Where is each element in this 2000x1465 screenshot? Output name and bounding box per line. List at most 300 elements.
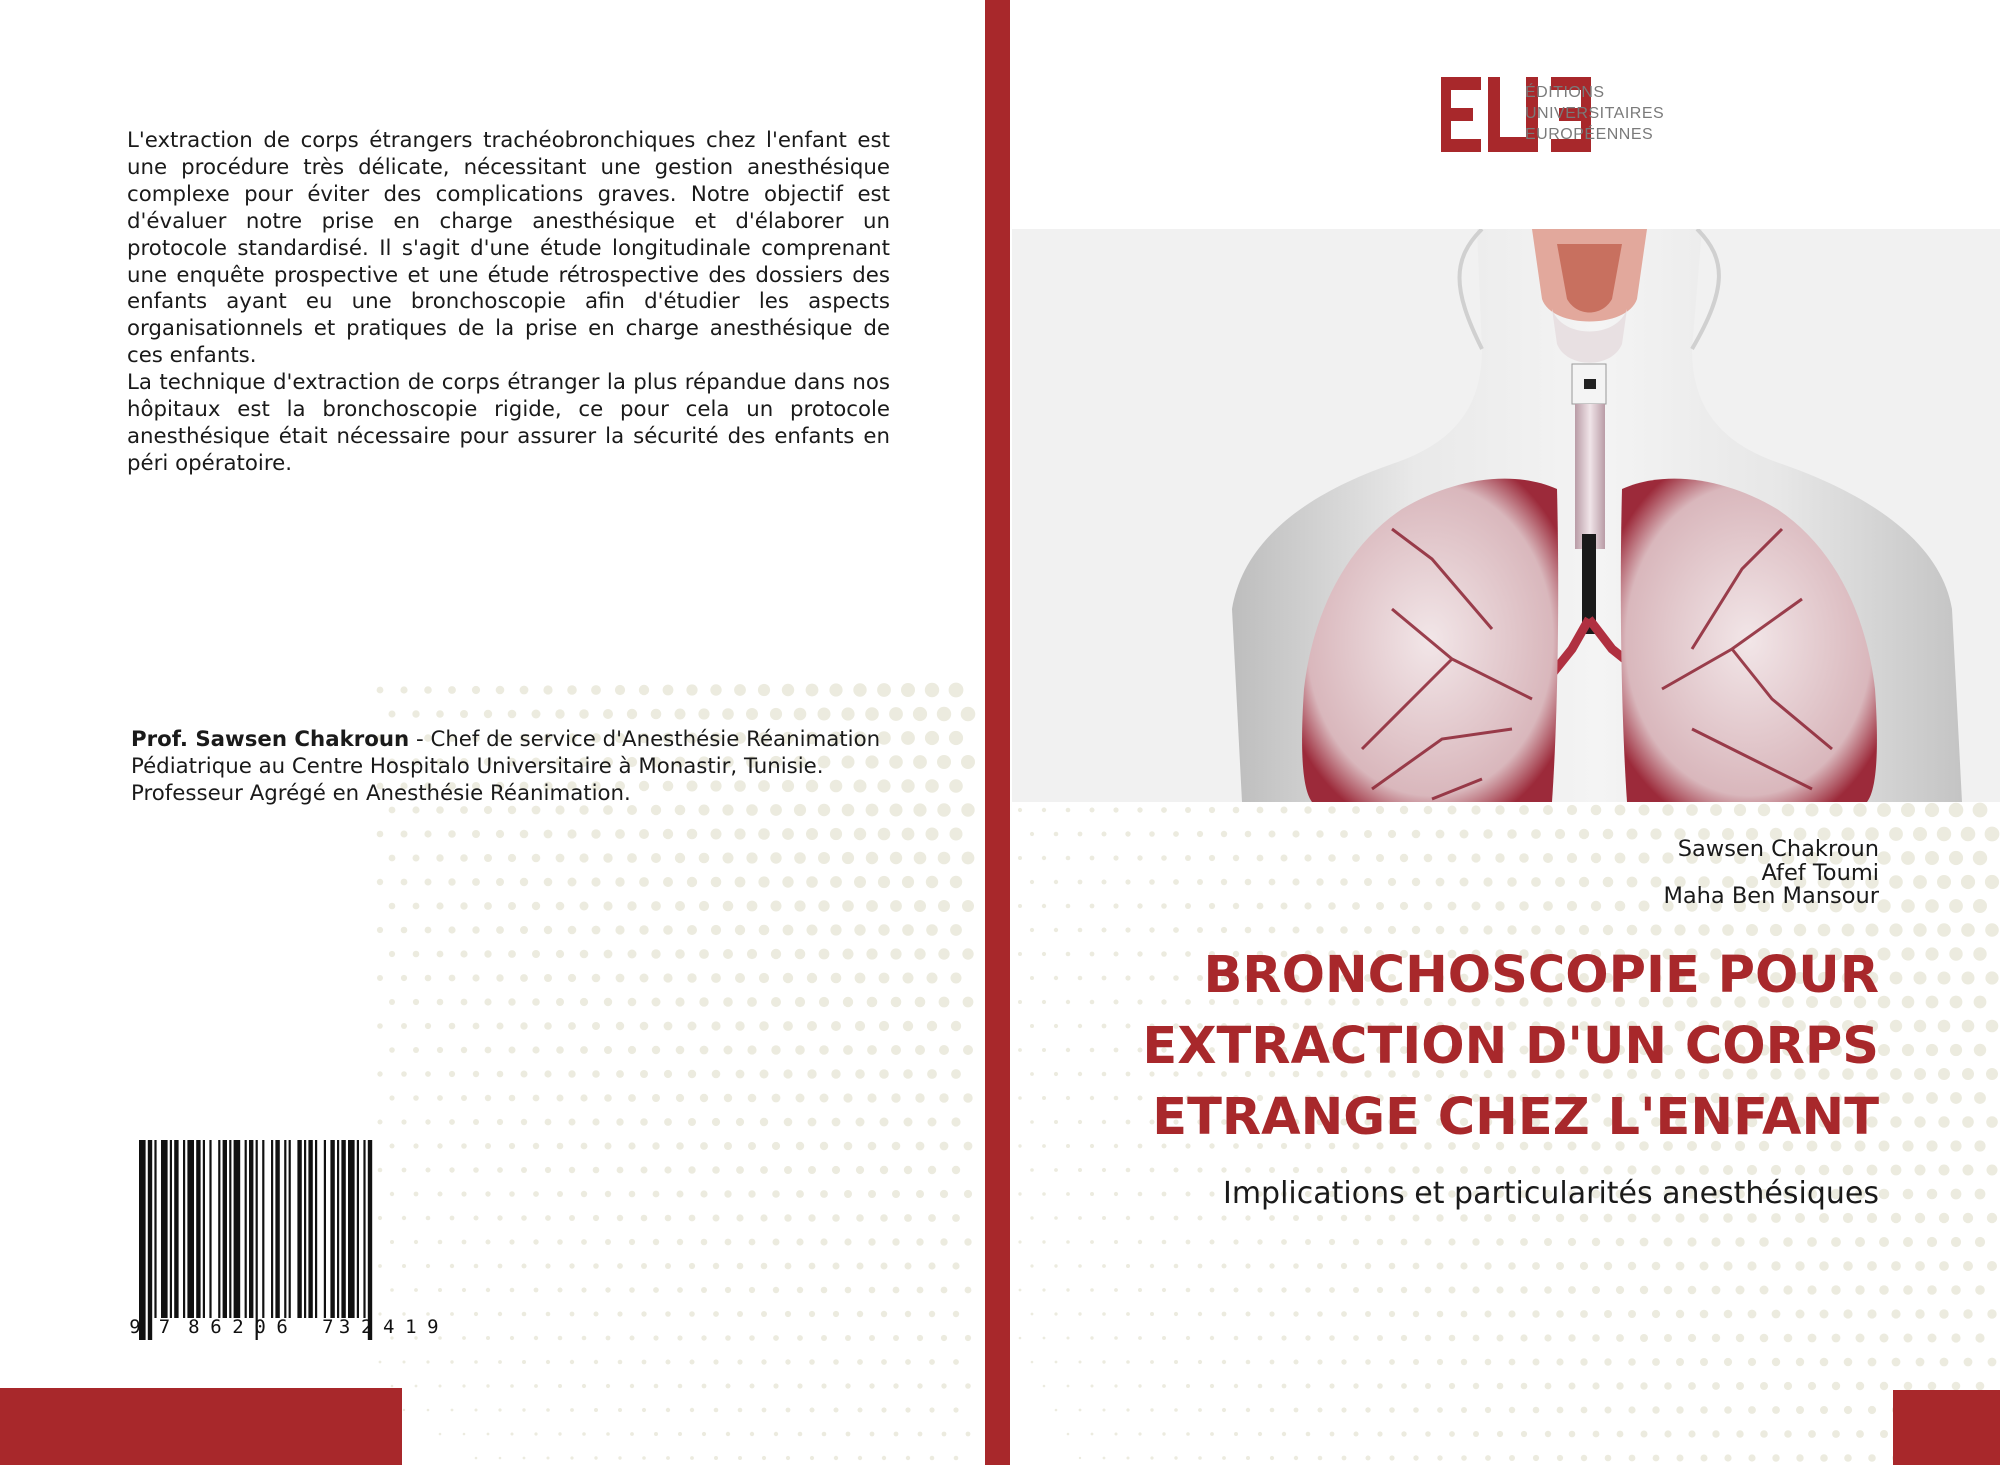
halftone-dot	[710, 684, 721, 695]
halftone-dot	[1890, 1068, 1902, 1080]
halftone-dot	[857, 1311, 863, 1317]
halftone-dot	[1844, 1358, 1853, 1367]
halftone-dot	[1114, 1096, 1119, 1101]
halftone-dot	[1043, 1337, 1046, 1340]
halftone-dot	[1903, 1237, 1913, 1247]
halftone-dot	[1603, 829, 1614, 840]
halftone-dot	[856, 1166, 864, 1174]
halftone-dot	[1532, 1166, 1540, 1174]
halftone-dot	[1138, 1336, 1142, 1340]
halftone-dot	[821, 1383, 826, 1388]
halftone-dot	[391, 1385, 394, 1388]
halftone-dot	[628, 998, 637, 1007]
barcode-bar	[183, 1140, 185, 1318]
halftone-dot	[890, 852, 902, 864]
halftone-dot	[1495, 901, 1504, 910]
halftone-dot	[1904, 1382, 1913, 1391]
halftone-dot	[484, 854, 492, 862]
halftone-dot	[1365, 1311, 1371, 1317]
halftone-dot	[880, 1214, 888, 1222]
halftone-dot	[1031, 1361, 1034, 1364]
halftone-dot	[1901, 899, 1915, 913]
halftone-dot	[1877, 851, 1891, 865]
isbn-digit: 0	[254, 1316, 266, 1338]
halftone-dot	[413, 1095, 419, 1101]
halftone-dot	[1926, 1092, 1938, 1104]
halftone-dot	[1067, 1337, 1070, 1340]
halftone-dot	[938, 900, 950, 912]
halftone-dot	[1019, 1337, 1022, 1340]
halftone-dot	[736, 1118, 744, 1126]
halftone-dot	[1760, 1286, 1769, 1295]
halftone-dot	[641, 1167, 648, 1174]
halftone-dot	[582, 1384, 586, 1388]
halftone-dot	[1796, 1406, 1804, 1414]
halftone-dot	[389, 951, 395, 957]
halftone-dot	[1927, 1237, 1937, 1247]
halftone-dot	[627, 853, 637, 863]
halftone-dot	[1030, 1264, 1033, 1267]
halftone-dot	[1054, 928, 1058, 932]
halftone-dot	[856, 1118, 865, 1127]
halftone-dot	[377, 927, 383, 933]
halftone-dot	[1591, 901, 1601, 911]
halftone-dot	[1103, 1457, 1106, 1460]
halftone-dot	[1736, 1334, 1744, 1342]
halftone-dot	[484, 902, 492, 910]
halftone-dot	[1915, 1261, 1925, 1271]
halftone-dot	[1592, 1382, 1599, 1389]
halftone-dot	[701, 1335, 706, 1340]
halftone-dot	[568, 878, 577, 887]
halftone-dot	[472, 878, 480, 886]
halftone-dot	[567, 829, 576, 838]
halftone-dot	[869, 1383, 874, 1388]
halftone-dot	[915, 1045, 925, 1055]
halftone-dot	[652, 998, 661, 1007]
halftone-dot	[808, 1166, 816, 1174]
barcode-bar	[234, 1140, 241, 1318]
halftone-dot	[961, 755, 975, 769]
halftone-dot	[556, 1046, 564, 1054]
halftone-dot	[1484, 1214, 1492, 1222]
halftone-dot	[449, 1023, 456, 1030]
halftone-dot	[663, 973, 672, 982]
halftone-dot	[534, 1384, 538, 1388]
halftone-dot	[1018, 1096, 1022, 1100]
halftone-dot	[460, 854, 468, 862]
halftone-dot	[1161, 807, 1167, 813]
halftone-dot	[1700, 1358, 1708, 1366]
halftone-dot	[1340, 926, 1348, 934]
halftone-dot	[929, 1407, 934, 1412]
halftone-dot	[964, 1238, 971, 1245]
halftone-dot	[735, 877, 746, 888]
halftone-dot	[557, 1239, 563, 1245]
halftone-dot	[1603, 877, 1614, 888]
halftone-dot	[1556, 1166, 1565, 1175]
halftone-dot	[520, 1022, 527, 1029]
halftone-dot	[797, 1335, 803, 1341]
halftone-dot	[1617, 1431, 1624, 1438]
halftone-dot	[1126, 1120, 1131, 1125]
halftone-dot	[1937, 875, 1951, 889]
halftone-dot	[1891, 1213, 1901, 1223]
halftone-dot	[463, 1433, 466, 1436]
halftone-dot	[606, 1432, 610, 1436]
halftone-dot	[377, 975, 383, 981]
halftone-dot	[1604, 1214, 1613, 1223]
halftone-dot	[760, 1166, 768, 1174]
halftone-dot	[1604, 1166, 1613, 1175]
halftone-dot	[819, 949, 830, 960]
halftone-dot	[604, 1046, 612, 1054]
halftone-dot	[866, 852, 878, 864]
halftone-dot	[639, 877, 649, 887]
halftone-dot	[961, 707, 976, 722]
halftone-dot	[641, 1311, 646, 1316]
halftone-dot	[401, 1071, 407, 1077]
halftone-dot	[1126, 1312, 1130, 1316]
halftone-dot	[937, 707, 951, 721]
halftone-dot	[913, 803, 926, 816]
halftone-dot	[1448, 1238, 1455, 1245]
halftone-dot	[1973, 947, 1986, 960]
halftone-dot	[1651, 925, 1662, 936]
halftone-dot	[1317, 1359, 1322, 1364]
halftone-dot	[677, 1239, 683, 1245]
halftone-dot	[1711, 1237, 1720, 1246]
isbn-digit: 9	[129, 1316, 141, 1338]
halftone-dot	[1650, 828, 1661, 839]
halftone-dot	[1951, 1285, 1961, 1295]
halftone-dot	[1904, 1334, 1913, 1343]
halftone-dot	[1640, 1382, 1647, 1389]
halftone-dot	[938, 852, 951, 865]
halftone-dot	[820, 1238, 827, 1245]
halftone-dot	[1412, 878, 1420, 886]
halftone-dot	[1985, 827, 2000, 842]
halftone-dot	[1377, 1383, 1383, 1389]
halftone-dot	[1185, 807, 1191, 813]
halftone-dot	[437, 999, 444, 1006]
halftone-dot	[1808, 1382, 1816, 1390]
halftone-dot	[1113, 903, 1118, 908]
halftone-dot	[1856, 1430, 1864, 1438]
halftone-dot	[712, 1118, 720, 1126]
book-subtitle: Implications et particularités anesthésiques	[1222, 1176, 1879, 1211]
halftone-dot	[1305, 1239, 1311, 1245]
halftone-dot	[906, 1456, 910, 1460]
halftone-dot	[1376, 854, 1384, 862]
halftone-dot	[1352, 902, 1360, 910]
halftone-dot	[1746, 924, 1758, 936]
halftone-dot	[1150, 1264, 1154, 1268]
halftone-dot	[1377, 1239, 1384, 1246]
halftone-dot	[425, 1023, 431, 1029]
halftone-dot	[1736, 1382, 1744, 1390]
halftone-dot	[1712, 1286, 1721, 1295]
halftone-dot	[1316, 878, 1323, 885]
halftone-dot	[1651, 1165, 1660, 1174]
halftone-dot	[603, 853, 612, 862]
barcode-bar	[357, 1140, 359, 1318]
halftone-dot	[1901, 803, 1915, 817]
halftone-dot	[485, 1191, 490, 1196]
halftone-dot	[867, 1093, 876, 1102]
halftone-dot	[1712, 1334, 1720, 1342]
halftone-dot	[629, 1191, 636, 1198]
halftone-dot	[916, 1238, 923, 1245]
halftone-dot	[1066, 856, 1071, 861]
halftone-dot	[1042, 1000, 1046, 1004]
halftone-dot	[1495, 853, 1504, 862]
barcode-bar	[304, 1140, 306, 1318]
halftone-dot	[1878, 948, 1891, 961]
halftone-dot	[937, 755, 951, 769]
halftone-dot	[1794, 924, 1806, 936]
halftone-dot	[1412, 830, 1421, 839]
halftone-dot	[544, 1022, 552, 1030]
halftone-dot	[842, 900, 854, 912]
halftone-dot	[1042, 1192, 1046, 1196]
halftone-dot	[940, 1238, 947, 1245]
halftone-dot	[486, 1384, 489, 1387]
halftone-dot	[544, 878, 553, 887]
halftone-dot	[664, 1022, 673, 1031]
blurb-paragraph-2: La technique d'extraction de corps étranger la plus répandue dans nos hôpitaux est la bronchoscopie rigide, ce pour cela un protocole anesthésique était nécessaire pour assurer la sécurité des enfants en péri opératoire.	[127, 370, 890, 476]
halftone-dot	[581, 1239, 587, 1245]
halftone-dot	[770, 708, 782, 720]
halftone-dot	[771, 901, 782, 912]
halftone-dot	[1341, 1407, 1346, 1412]
halftone-dot	[642, 1408, 646, 1412]
halftone-dot	[1209, 807, 1215, 813]
halftone-dot	[413, 903, 420, 910]
halftone-dot	[889, 707, 903, 721]
halftone-dot	[1066, 1192, 1070, 1196]
halftone-dot	[1330, 1432, 1335, 1437]
halftone-dot	[545, 1167, 551, 1173]
halftone-dot	[1543, 805, 1553, 815]
halftone-dot	[806, 828, 818, 840]
halftone-dot	[1652, 1358, 1660, 1366]
halftone-dot	[1772, 1358, 1780, 1366]
halftone-dot	[1579, 877, 1589, 887]
halftone-dot	[916, 1190, 924, 1198]
halftone-dot	[1293, 1311, 1298, 1316]
halftone-dot	[1269, 831, 1276, 838]
halftone-dot	[1507, 829, 1517, 839]
halftone-dot	[1569, 1431, 1576, 1438]
halftone-dot	[1950, 1092, 1962, 1104]
halftone-dot	[1699, 1165, 1709, 1175]
halftone-dot	[1902, 1140, 1913, 1151]
halftone-dot	[1066, 1000, 1070, 1004]
halftone-dot	[773, 1335, 779, 1341]
halftone-dot	[807, 973, 817, 983]
halftone-dot	[830, 924, 841, 935]
halftone-dot	[1735, 1237, 1744, 1246]
halftone-dot	[606, 1336, 611, 1341]
halftone-dot	[1257, 807, 1264, 814]
halftone-dot	[1938, 1020, 1951, 1033]
halftone-dot	[1927, 1285, 1937, 1295]
halftone-dot	[841, 707, 854, 720]
halftone-dot	[544, 1070, 551, 1077]
halftone-dot	[1878, 996, 1891, 1009]
halftone-dot	[425, 1119, 430, 1124]
halftone-dot	[1508, 1262, 1516, 1270]
halftone-dot	[1043, 1385, 1046, 1388]
isbn-digit: 7	[158, 1316, 171, 1338]
halftone-dot	[893, 1383, 898, 1388]
halftone-dot	[1197, 831, 1203, 837]
halftone-dot	[963, 1045, 973, 1055]
halftone-dot	[1913, 827, 1927, 841]
halftone-dot	[1018, 1000, 1022, 1004]
isbn-digit: 8	[188, 1316, 200, 1338]
halftone-dot	[1067, 1433, 1070, 1436]
halftone-dot	[726, 1432, 730, 1436]
halftone-dot	[1629, 1455, 1636, 1462]
halftone-dot	[834, 1456, 838, 1460]
halftone-dot	[413, 1047, 419, 1053]
halftone-dot	[1868, 1454, 1876, 1462]
halftone-dot	[1640, 1334, 1648, 1342]
halftone-dot	[713, 1359, 718, 1364]
halftone-dot	[1114, 1048, 1119, 1053]
halftone-dot	[1210, 1288, 1215, 1293]
halftone-dot	[1662, 804, 1673, 815]
halftone-dot	[819, 997, 829, 1007]
halftone-dot	[879, 973, 890, 984]
halftone-dot	[1210, 1384, 1214, 1388]
halftone-dot	[1365, 1263, 1371, 1269]
halftone-dot	[1258, 1384, 1263, 1389]
halftone-dot	[1593, 1431, 1600, 1438]
halftone-dot	[1019, 1289, 1022, 1292]
halftone-dot	[810, 1408, 815, 1413]
halftone-dot	[678, 1432, 682, 1436]
halftone-dot	[903, 1069, 913, 1079]
halftone-dot	[1698, 924, 1709, 935]
halftone-dot	[925, 731, 939, 745]
halftone-dot	[496, 974, 503, 981]
halftone-dot	[556, 854, 565, 863]
halftone-dot	[1461, 1359, 1467, 1365]
halftone-dot	[1329, 1335, 1335, 1341]
halftone-dot	[1341, 1215, 1347, 1221]
halftone-dot	[1901, 851, 1915, 865]
halftone-dot	[845, 1287, 852, 1294]
halftone-dot	[1234, 1384, 1238, 1388]
halftone-dot	[439, 1385, 442, 1388]
halftone-dot	[1245, 831, 1252, 838]
halftone-dot	[1832, 1430, 1840, 1438]
halftone-dot	[1138, 1192, 1143, 1197]
halftone-dot	[798, 1432, 803, 1437]
halftone-dot	[1114, 1336, 1118, 1340]
halftone-dot	[952, 1262, 959, 1269]
halftone-dot	[1579, 925, 1589, 935]
halftone-dot	[928, 1166, 936, 1174]
halftone-dot	[843, 949, 854, 960]
barcode-bar	[324, 1140, 326, 1318]
halftone-dot	[1162, 1432, 1165, 1435]
halftone-dot	[1328, 806, 1336, 814]
halftone-dot	[833, 1359, 839, 1365]
halftone-dot	[1054, 1216, 1058, 1220]
halftone-dot	[797, 1287, 803, 1293]
halftone-dot	[652, 1142, 659, 1149]
halftone-dot	[770, 852, 781, 863]
halftone-dot	[784, 1214, 791, 1221]
barcode-bar	[348, 1140, 355, 1318]
halftone-dot	[425, 927, 432, 934]
halftone-dot	[1389, 1311, 1395, 1317]
halftone-dot	[424, 686, 432, 694]
halftone-dot	[901, 683, 915, 697]
halftone-dot	[1472, 902, 1481, 911]
halftone-dot	[893, 1287, 900, 1294]
halftone-dot	[738, 1408, 743, 1413]
publisher-name-line: UNIVERSITAIRES	[1525, 105, 1665, 122]
halftone-dot	[1066, 1240, 1070, 1244]
halftone-dot	[579, 709, 589, 719]
halftone-dot	[917, 1335, 923, 1341]
halftone-dot	[1853, 803, 1866, 816]
halftone-dot	[844, 1190, 852, 1198]
halftone-dot	[1126, 1408, 1129, 1411]
halftone-dot	[1090, 1096, 1094, 1100]
halftone-dot	[1412, 1166, 1419, 1173]
halftone-dot	[734, 684, 746, 696]
halftone-dot	[1855, 1285, 1864, 1294]
halftone-dot	[1066, 952, 1071, 957]
halftone-dot	[951, 973, 962, 984]
halftone-dot	[820, 1190, 828, 1198]
halftone-dot	[890, 900, 902, 912]
halftone-dot	[1341, 1311, 1347, 1317]
halftone-dot	[1353, 1239, 1359, 1245]
halftone-dot	[615, 685, 625, 695]
halftone-dot	[1269, 1215, 1275, 1221]
halftone-dot	[1925, 851, 1939, 865]
halftone-dot	[1174, 1456, 1177, 1459]
halftone-dot	[1030, 1168, 1034, 1172]
halftone-dot	[475, 1457, 478, 1460]
halftone-dot	[1270, 1408, 1275, 1413]
halftone-dot	[1413, 1407, 1419, 1413]
halftone-dot	[1519, 853, 1529, 863]
halftone-dot	[712, 1070, 721, 1079]
halftone-dot	[1436, 926, 1445, 935]
halftone-dot	[1712, 1430, 1719, 1437]
halftone-dot	[1640, 1286, 1648, 1294]
halftone-dot	[401, 1023, 407, 1029]
halftone-dot	[1102, 1120, 1106, 1124]
halftone-dot	[1949, 851, 1963, 865]
halftone-dot	[664, 1118, 672, 1126]
halftone-dot	[462, 1336, 466, 1340]
halftone-dot	[1855, 1237, 1865, 1247]
halftone-dot	[1963, 1261, 1973, 1271]
halftone-dot	[509, 1047, 516, 1054]
halftone-dot	[699, 853, 710, 864]
halftone-dot	[1102, 832, 1107, 837]
halftone-dot	[653, 1287, 659, 1293]
